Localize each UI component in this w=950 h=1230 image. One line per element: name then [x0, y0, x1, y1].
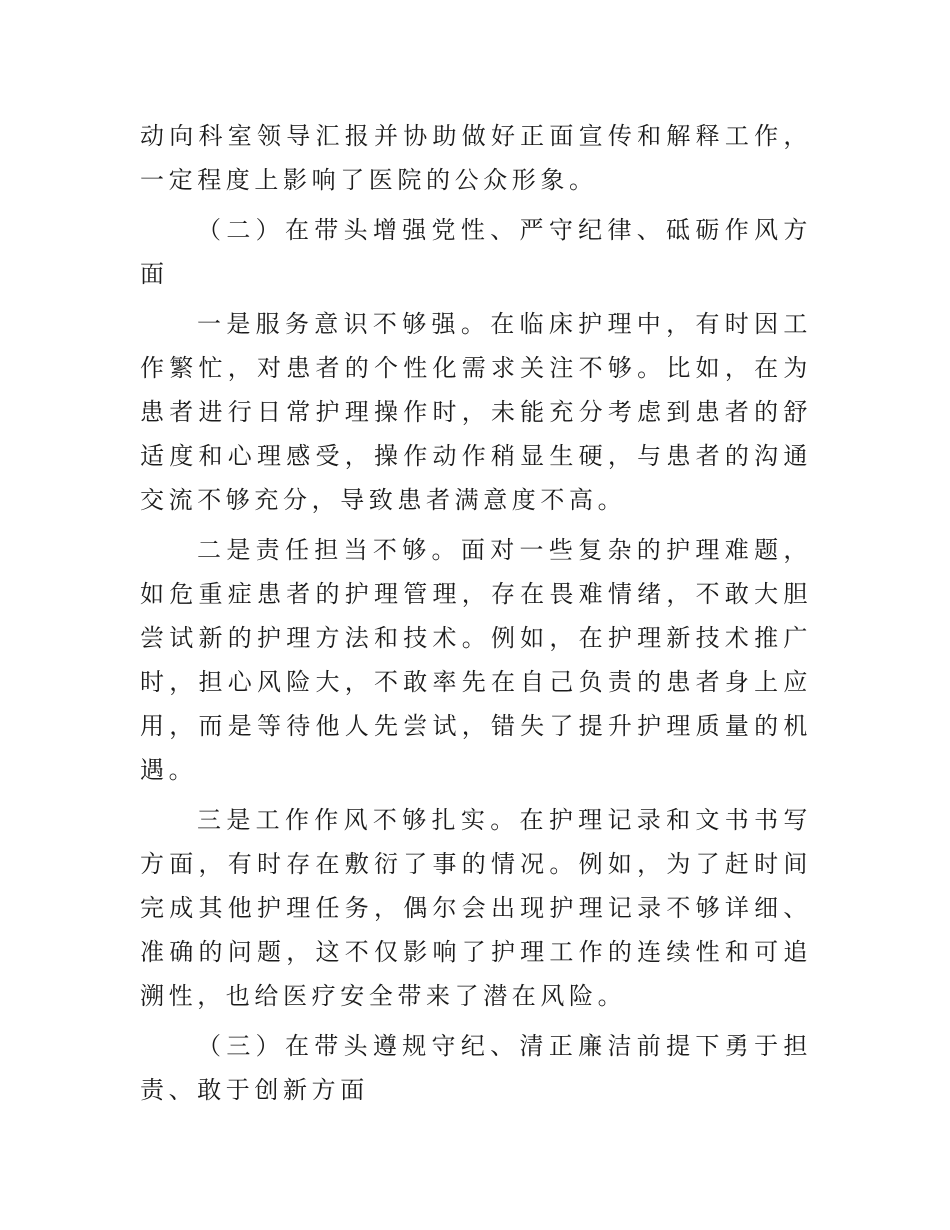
paragraph-responsibility: 二是责任担当不够。面对一些复杂的护理难题，如危重症患者的护理管理，存在畏难情绪，不敢大胆尝试新的护理方法和技术。例如，在护理新技术推广时，担心风险大，不敢率先在自己负责的患者身上应用，而是等待他人先尝试，错失了提升护理质量的机遇。 — [140, 536, 812, 784]
paragraph-work-style: 三是工作作风不够扎实。在护理记录和文书书写方面，有时存在敷衍了事的情况。例如，为了赶时间完成其他护理任务，偶尔会出现护理记录不够详细、准确的问题，这不仅影响了护理工作的连续性和可追溯性，也给医疗安全带来了潜在风险。 — [140, 806, 812, 1010]
paragraph-continuation: 动向科室领导汇报并协助做好正面宣传和解释工作，一定程度上影响了医院的公众形象。 — [140, 122, 812, 194]
paragraph-service-awareness: 一是服务意识不够强。在临床护理中，有时因工作繁忙，对患者的个性化需求关注不够。比如，在为患者进行日常护理操作时，未能充分考虑到患者的舒适度和心理感受，操作动作稍显生硬，与患者的沟通交流不够充分，导致患者满意度不高。 — [140, 310, 812, 514]
section-heading-2: （二）在带头增强党性、严守纪律、砥砺作风方面 — [140, 216, 812, 288]
document-page — [140, 114, 812, 1112]
section-heading-3: （三）在带头遵规守纪、清正廉洁前提下勇于担责、敢于创新方面 — [140, 1032, 812, 1104]
